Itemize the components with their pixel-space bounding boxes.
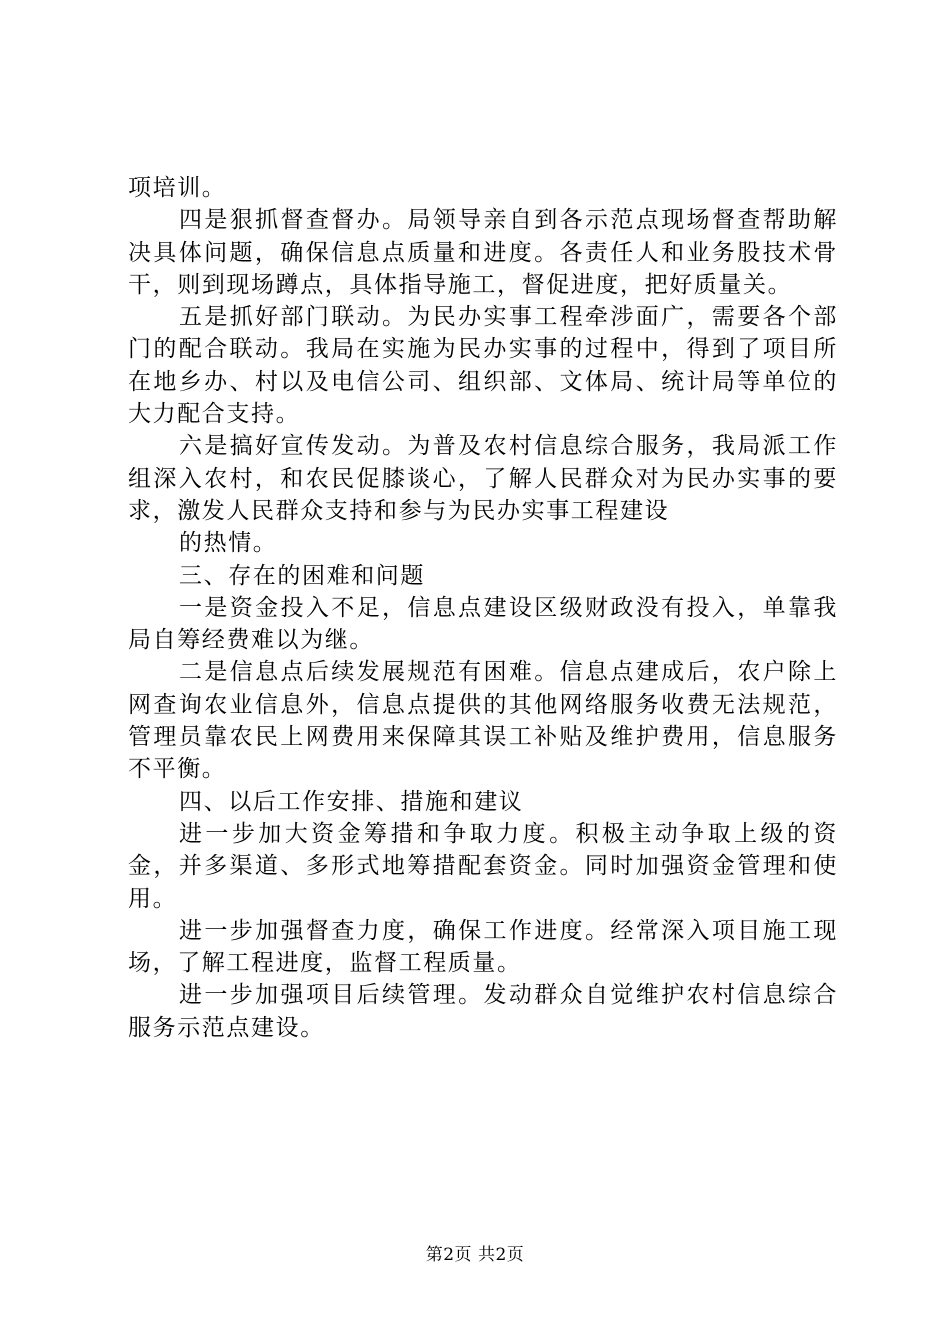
paragraph-9: 进一步加大资金筹措和争取力度。积极主动争取上级的资金，并多渠道、多形式地筹措配套资金。同时加强资金管理和使用。 xyxy=(128,820,838,912)
paragraph-7: 二是信息点后续发展规范有困难。信息点建成后，农户除上网查询农业信息外，信息点提供的其他网络服务收费无法规范，管理员靠农民上网费用来保障其误工补贴及维护费用，信息服务不平衡。 xyxy=(128,659,838,783)
paragraph-6: 一是资金投入不足，信息点建设区级财政没有投入，单靠我局自筹经费难以为继。 xyxy=(128,594,838,654)
paragraph-4: 的热情。 xyxy=(179,530,278,557)
paragraph-3: 六是搞好宣传发动。为普及农村信息综合服务，我局派工作组深入农村，和农民促膝谈心，了解人民群众对为民办实事的要求，激发人民群众支持和参与为民办实事工程建设 xyxy=(128,433,838,524)
paragraph-0: 项培训。 xyxy=(128,175,227,201)
paragraph-2: 五是抓好部门联动。为民办实事工程牵涉面广，需要各个部门的配合联动。我局在实施为民办实事的过程中，得到了项目所在地乡办、村以及电信公司、组织部、文体局、统计局等单位的大力配合支持。 xyxy=(128,304,838,428)
section-heading-4: 四、以后工作安排、措施和建议 xyxy=(179,788,524,815)
document-body xyxy=(128,172,838,1044)
page-number-footer: 第2页 共2页 xyxy=(425,1245,525,1265)
paragraph-1: 四是狠抓督查督办。局领导亲自到各示范点现场督查帮助解决具体问题，确保信息点质量和进度。各责任人和业务股技术骨干，则到现场蹲点，具体指导施工，督促进度，把好质量关。 xyxy=(128,207,838,298)
section-heading-3: 三、存在的困难和问题 xyxy=(179,562,425,589)
paragraph-11: 进一步加强项目后续管理。发动群众自觉维护农村信息综合服务示范点建设。 xyxy=(128,982,838,1041)
paragraph-10: 进一步加强督查力度，确保工作进度。经常深入项目施工现场，了解工程进度，监督工程质量。 xyxy=(128,917,838,977)
